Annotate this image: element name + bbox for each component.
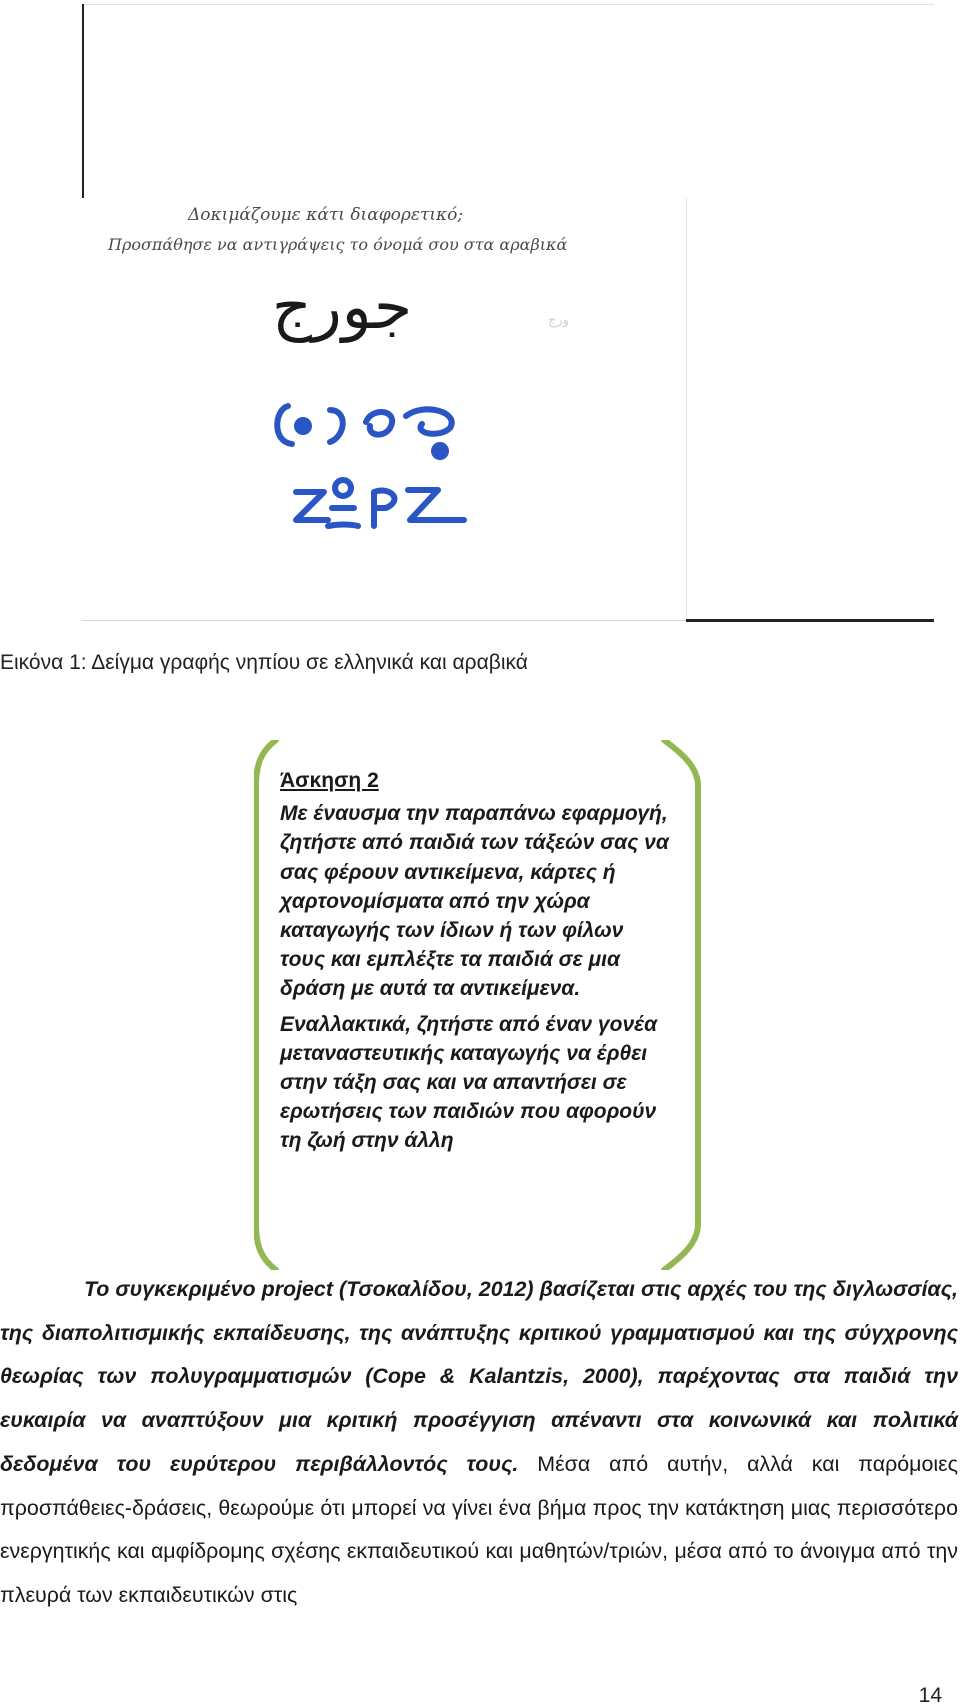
figure-border-bottom <box>686 619 934 622</box>
figure-border-bottom-light <box>82 620 686 621</box>
activity-paragraph-2: Εναλλακτικά, ζητήστε από έναν γονέα μεταναστευτικής καταγωγής να έρθει στην τάξη σας και να απαντήσει σε ερωτήσεις των παιδιών που αφορούν τη ζωή στην άλλη <box>280 1012 658 1153</box>
scanned-worksheet-drawing <box>88 198 686 618</box>
body-emphasized-text: Το συγκεκριμένο project (Τσοκαλίδου, 2012) βασίζεται στις αρχές του της διγλωσσίας, της διαπολιτισμικής εκπαίδευσης, της ανάπτυξης κριτικού γραμματισμού και της σύγχρονης θεωρίας των πολυγραμματισμών (Cope & Kalantzis, 2000), παρέχοντας στα παιδιά την ευκαιρία να αναπτύξουν μια κριτική προσέγγιση απέναντι στα κοινωνικά και πολιτικά δεδομένα του ευρύτερου περιβάλλοντός τους. <box>0 1277 958 1476</box>
handwritten-instruction: Προσπάθησε να αντιγράψεις το όνομά σου στα αραβικά <box>108 235 568 254</box>
child-latin-copy <box>296 480 464 526</box>
figure-caption: Εικόνα 1: Δείγμα γραφής νηπίου σε ελληνικά και αραβικά <box>0 651 528 674</box>
activity-title: Άσκηση 2 <box>280 769 379 792</box>
scanned-worksheet <box>88 198 687 618</box>
body-paragraph <box>0 1268 958 1618</box>
activity-callout <box>254 740 704 1270</box>
left-bracket <box>256 740 276 1270</box>
child-latin-copy-text: ZOPZ <box>88 198 91 199</box>
faint-pencil-mark: ورج <box>548 313 569 328</box>
handwritten-question: Δοκιμάζουμε κάτι διαφορετικό; <box>188 205 464 225</box>
page-number: 14 <box>918 1684 942 1707</box>
figure-border-top <box>82 4 934 5</box>
printed-arabic-name: جورج <box>271 270 413 343</box>
body-regular-text: Μέσα από αυτήν, αλλά και παρόμοιες προσπάθειες-δράσεις, θεωρούμε ότι μπορεί να γίνει ένα βήμα προς την κατάκτηση μιας περισσότερο ενεργητικής και αμφίδρομης σχέσης εκπαιδευτικού και μαθητών/τριών, μέσα από το άνοιγμα από την πλευρά των εκπαιδευτικών στις <box>0 1451 958 1607</box>
activity-paragraph-1: Με έναυσμα την παραπάνω εφαρμογή, ζητήστε από παιδιά των τάξεών σας να σας φέρουν αντικείμενα, κάρτες ή χαρτονομίσματα από την χώρα καταγωγής των ίδιων ή των φίλων τους και εμπλέξτε τα παιδιά σε μια δράση με αυτά τα αντικείμενα. <box>280 802 669 1001</box>
figure-border-left <box>82 4 84 198</box>
child-arabic-copy <box>277 406 451 460</box>
figure-image <box>82 0 934 622</box>
activity-content <box>280 766 670 1156</box>
